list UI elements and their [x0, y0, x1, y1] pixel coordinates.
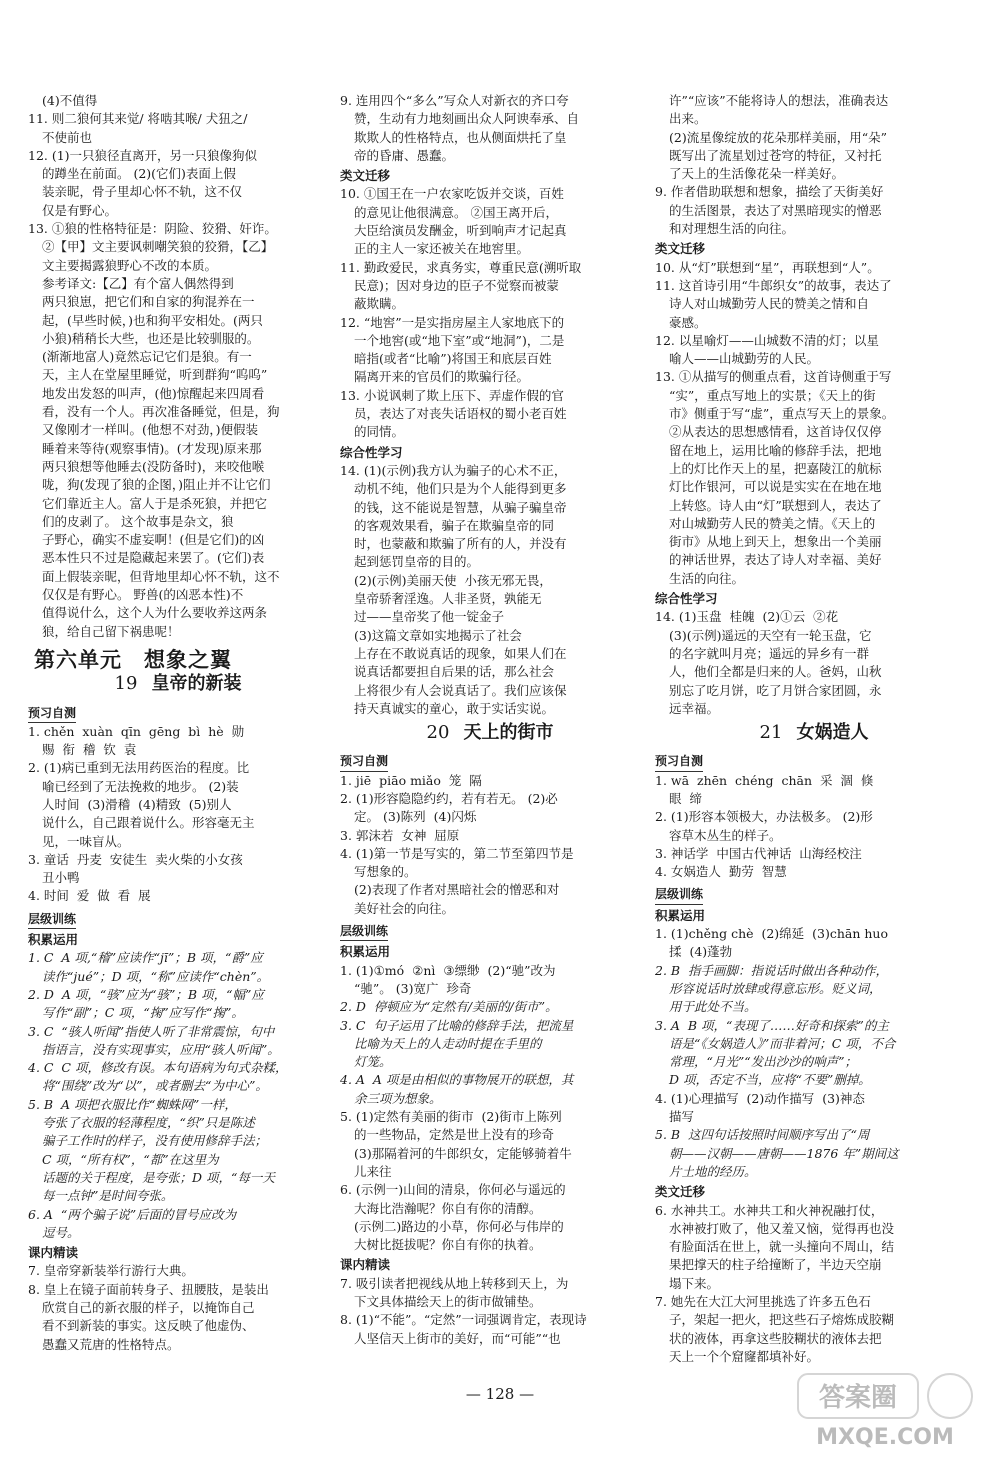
text-line: 定。 (3)陈列 (4)闪烁 — [354, 809, 477, 825]
text-line: 话题的关于程度，是夸张；D 项，“每一天 — [42, 1169, 275, 1185]
text-line: (4)不值得 — [42, 93, 98, 108]
text-line: 4. 女娲造人 勤劳 智慧 — [655, 864, 787, 880]
text-line: 1. C A 项,“稽”应读作“jī”；B 项，“爵”应 — [28, 950, 263, 966]
section-heading: 层级训练 — [340, 922, 388, 941]
text-line: 水神被打败了，他又羞又恼，觉得再也没 — [669, 1220, 895, 1236]
col2-pre — [340, 92, 640, 165]
text-line: 恶本性只不过是隐藏起来罢了。(它们)表 — [42, 550, 265, 566]
text-line: 塌下来。 — [669, 1275, 720, 1291]
text-line: 5. (1)定然有美丽的街市 (2)街市上陈列 — [340, 1109, 562, 1125]
text-line: 持天真诚实的童心，敢于实话实说。 — [354, 700, 555, 716]
text-line: (3)这篇文章如实地揭示了社会 — [354, 627, 522, 643]
text-line: 12. “地窖”一是实指房屋主人家地底下的 — [340, 314, 565, 330]
text-line: 的钱，这不能说是智慧，从骗子骗皇帝 — [354, 499, 567, 515]
text-line: 10. 从“灯”联想到“星”，再联想到“人”。 — [655, 259, 880, 275]
text-line: 喻已经到了无法挽救的地步。 (2)装 — [42, 778, 239, 794]
text-line: 人时间 (3)滑稽 (4)精致 (5)别人 — [42, 796, 232, 812]
text-line: 豪感。 — [669, 314, 707, 330]
watermark-text: 答案圈 — [818, 1383, 898, 1413]
text-line: 的一些物品，定然是世上没有的珍奇 — [354, 1127, 555, 1143]
page-number: — 128 — — [465, 1385, 535, 1403]
watermark-logo — [790, 1366, 980, 1451]
text-line: 11. 则二狼何其来觉/ 将啮其喉/ 犬狃之/ — [28, 111, 248, 127]
text-line: 装亲昵，骨子里却心怀不轨，这不仅 — [42, 184, 243, 200]
text-line: 上将很少有人会说真话了。我们应该保 — [354, 682, 567, 698]
text-line: 2. (1)病已重到无法用药医治的程度。比 — [28, 760, 250, 776]
text-line: 读作“jué”；D 项，“称”应读作“chèn”。 — [42, 968, 270, 984]
text-line: 生活的向往。 — [669, 570, 745, 586]
subsection-heading: 课内精读 — [340, 1257, 391, 1273]
text-line: 诗人对山城勤劳人民的赞美之情和自 — [669, 296, 870, 312]
text-line: 地发出发怒的叫声，(他)惊醒起来四周看 — [42, 385, 265, 401]
col2-mid2 — [340, 462, 640, 718]
text-line: 3. 神话学 中国古代神话 山海经校注 — [655, 845, 862, 861]
text-line: “驰”。 (3)宽广 珍奇 — [354, 980, 472, 996]
text-line: 街市》从地上到天上，想象出一个美丽 — [669, 534, 882, 550]
text-line: 说什么，自己跟着说什么。形容毫无主 — [42, 815, 255, 831]
lesson-title: 女娲造人 — [796, 722, 869, 744]
text-line: 4. (1)心理描写 (2)动作描写 (3)神态 — [655, 1090, 865, 1106]
column-middle — [340, 92, 640, 1348]
text-line: 12. (1)一只狼径直离开，另一只狼像狗似 — [28, 147, 258, 163]
text-line: 6. (示例一)山间的清泉，你何必与遥远的 — [340, 1182, 566, 1198]
text-line: 欺欺人的性格特点，也从侧面烘托了皇 — [354, 129, 567, 145]
text-line: 13. 小说讽刺了欺上压下、弄虚作假的官 — [340, 387, 564, 403]
text-line: 儿来往 — [354, 1163, 392, 1179]
text-line: 3. 童话 丹麦 安徒生 卖火柴的小女孩 — [28, 851, 243, 867]
text-line: 一个地窖(或“地下室”或“地洞”)，二是 — [354, 332, 565, 348]
text-line: 3. A B 项，“表现了……好奇和探索”的主 — [655, 1017, 889, 1033]
text-line: 形容说话时放肆或得意忘形。贬义词， — [669, 980, 882, 996]
text-line: (2)(示例)美丽天使 小孩无邪无畏， — [354, 572, 552, 588]
text-line: 正的主人一家还被关在地窖里。 — [354, 241, 530, 257]
text-line: 狼，给自己留下祸患呢！ — [42, 623, 180, 639]
text-line: 2. D A 项，“骇”应为“骇”；B 项，“幅”应 — [28, 986, 264, 1002]
text-line: ②【甲】文主要讽刺嘲笑狼的狡猾，【乙】 — [42, 239, 274, 255]
text-line: 7. 吸引读者把视线从地上转移到天上，为 — [340, 1275, 569, 1291]
text-line: (3)那隔着河的牛郎织女，定能够骑着牛 — [354, 1145, 572, 1161]
section-heading: 层级训练 — [655, 885, 703, 904]
text-line: 美好社会的向往。 — [354, 900, 455, 916]
lesson-number: 20 — [426, 722, 450, 744]
col1-post2 — [28, 949, 328, 1242]
text-line: 写作“副”；C 项，“掬”应写作“掬”。 — [42, 1005, 244, 1021]
section-heading: 预习自测 — [655, 752, 703, 771]
text-line: 有脸面活在世上，就一头撞向不周山，结 — [669, 1239, 895, 1255]
text-line: 的同情。 — [354, 424, 405, 440]
text-line: 语是“《女娲造人》”而非着河；C 项，不合 — [669, 1035, 896, 1051]
text-line: 的生活图景，表达了对黑暗现实的憎恶 — [669, 202, 882, 218]
section-heading: 预习自测 — [340, 752, 388, 771]
text-line: 人坚信天上街市的美好，而“可能”“也 — [354, 1330, 561, 1346]
text-line: 的蹲坐在前面。 (2)(它们)表面上假 — [42, 166, 236, 182]
text-line: 2. D 停顿应为“定然有/美丽的/街市”。 — [340, 999, 558, 1015]
text-line: 蔽欺瞒。 — [354, 296, 405, 312]
text-line: 的意见让他很满意。 ②国王离开后， — [354, 204, 558, 220]
text-line: 天上一个个窟窿都填补好。 — [669, 1348, 820, 1364]
text-line: 天，主人在堂屋里睡觉，听到群狗“呜呜” — [42, 367, 268, 383]
col1-post3 — [28, 1262, 328, 1353]
text-line: 逗号。 — [42, 1224, 80, 1240]
text-line: 11. 这首诗引用“牛郎织女”的故事，表达了 — [655, 277, 892, 293]
col2-post3 — [340, 1275, 640, 1348]
text-line: 6. 水神共工。水神共工和火神祝融打仗， — [655, 1202, 884, 1218]
text-line: 帝的昏庸、愚蠢。 — [354, 147, 455, 163]
text-line: 们的皮剥了。 这个故事是杂文，狼 — [42, 513, 234, 529]
col3-pre — [655, 92, 973, 238]
text-line: 子，架起一把火，把这些石子熔炼成胶糊 — [669, 1312, 895, 1328]
text-line: 灯比作银河，可以说是实实在在地在地 — [669, 479, 882, 495]
text-line: 丑小鸭 — [42, 870, 80, 886]
lesson-20-heading — [340, 724, 640, 742]
text-line: 揉 (4)蓬勃 — [669, 944, 733, 960]
text-line: 用于此处不当。 — [669, 999, 757, 1015]
text-line: 14. (1)(示例)我方认为骗子的心术不正， — [340, 462, 567, 478]
text-line: 朝——汉朝——唐朝——1876 年”期间这 — [669, 1145, 899, 1161]
text-line: ②从表达的思想感情看，这首诗仅仅停 — [669, 424, 882, 440]
text-line: 状的液体，再拿这些胶糊状的液体去把 — [669, 1330, 882, 1346]
text-line: 每一点钟”是时间夸张。 — [42, 1188, 174, 1204]
text-line: 出来。 — [669, 111, 707, 127]
text-line: 员，表达了对丧失话语权的蜀小老百姓 — [354, 406, 567, 422]
subsection-heading: 类文迁移 — [655, 241, 706, 257]
text-line: 9. 作者借助联想和想象，描绘了天街美好 — [655, 184, 884, 200]
text-line: 留在地上，运用比喻的修辞手法，把地 — [669, 442, 882, 458]
subsection-heading: 积累运用 — [655, 907, 706, 923]
text-line: 描写 — [669, 1109, 695, 1125]
text-line: 11. 勤政爱民，求真务实，尊重民意(溯听取 — [340, 259, 582, 275]
lesson-title: 天上的街市 — [463, 722, 554, 744]
col2-mid — [340, 185, 640, 441]
section-heading: 预习自测 — [28, 704, 76, 723]
text-line: (2)流星像绽放的花朵那样美丽，用“朵” — [669, 129, 887, 145]
text-line: 又像刚才一样叫。(他想不对劲，)便假装 — [42, 422, 259, 438]
text-line: 上存在不敢说真话的现象，如果人们在 — [354, 645, 567, 661]
text-line: 别忘了吃月饼，吃了月饼合家团圆，永 — [669, 682, 882, 698]
text-line: 皇帝骄奢淫逸。人非圣贤，孰能无 — [354, 591, 542, 607]
text-line: 5. B 这四句话按照时间顺序写出了“周 — [655, 1127, 870, 1143]
subsection-heading: 综合性学习 — [340, 444, 403, 460]
text-line: 大树比挺拔呢？你自有你的执着。 — [354, 1237, 542, 1253]
text-line: 比喻为天上的人走动时提在手里的 — [354, 1035, 542, 1051]
text-line: 的名字就叫月亮；遥远的异乡有一群 — [669, 645, 870, 661]
text-line: 容草木丛生的样子。 — [669, 827, 782, 843]
text-line: 2. (1)形容本领极大，办法极多。 (2)形 — [655, 809, 873, 825]
text-line: 看，没有一个人。再次准备睡觉，但是，狗 — [42, 404, 280, 420]
text-line: 果把撑天的柱子给撞断了，半边天空崩 — [669, 1257, 882, 1273]
text-line: 夸张了衣服的轻薄程度，“织”只是陈述 — [42, 1115, 255, 1131]
text-line: 3. C 句子运用了比喻的修辞手法，把流星 — [340, 1017, 574, 1033]
text-line: 隔离开来的官员们的欺骗行径。 — [354, 369, 530, 385]
lesson-19-heading — [28, 675, 328, 693]
text-line: 写想象的。 — [354, 864, 417, 880]
text-line: 不使前也 — [42, 129, 93, 145]
text-line: 8. (1)“不能”。“定然”一词强调肯定，表现诗 — [340, 1312, 587, 1328]
text-line: 睡着来等待(观察事情)。(才发现)原来那 — [42, 440, 262, 456]
text-line: 赐 衔 稽 钦 袁 — [42, 742, 137, 758]
text-line: 了天上的生活像花朵一样美好。 — [669, 166, 845, 182]
subsection-heading: 综合性学习 — [655, 591, 718, 607]
text-line: 4. C C 项，修改有误。本句语病为句式杂糅， — [28, 1060, 288, 1076]
subsection-heading: 类文迁移 — [655, 1184, 706, 1200]
text-line: 4. 时间 爱 做 看 展 — [28, 888, 151, 904]
text-line: D 项，否定不当，应将“不要”删掉。 — [669, 1072, 871, 1088]
text-line: 1. wā zhēn chéng chān 采 涸 倏 — [655, 772, 874, 788]
text-line: (示例二)路边的小草，你何必与伟岸的 — [354, 1218, 564, 1234]
text-line: 仅仅是有野心。 野兽(的凶恶本性)不 — [42, 587, 244, 603]
text-line: 眼 缔 — [669, 790, 702, 806]
text-line: 仅是有野心。 — [42, 202, 118, 218]
text-line: 小狼)稍稍长大些，也还是比较驯服的。 — [42, 330, 260, 346]
watermark-url: MXQE.COM — [816, 1425, 954, 1450]
col3-post1 — [655, 772, 973, 882]
lesson-number: 21 — [759, 722, 783, 744]
subsection-heading: 积累运用 — [28, 932, 79, 948]
text-line: 欣赏自己的新衣服的样子，以掩饰自己 — [42, 1300, 255, 1315]
text-line: 2. (1)形容隐隐约约，若有若无。 (2)必 — [340, 790, 558, 806]
text-line: 10. ①国王在一户农家吃饭并交谈，百姓 — [340, 186, 564, 202]
col2-post1 — [340, 772, 640, 918]
text-line: 起到惩罚皇帝的目的。 — [354, 554, 480, 570]
text-line: 1. jiē piāo miǎo 笼 隔 — [340, 772, 482, 788]
lesson-21-heading — [655, 724, 973, 742]
text-line: 2. B 指手画脚：指说话时做出各种动作， — [655, 962, 889, 978]
column-right — [655, 92, 973, 1366]
text-line: 它们靠近主人。富人于是杀死狼，并把它 — [42, 495, 268, 511]
text-line: 愚蠢又荒唐的性格特点。 — [42, 1336, 180, 1352]
subsection-heading: 积累运用 — [340, 944, 391, 960]
text-line: (2)表现了作者对黑暗社会的憎恶和对 — [354, 882, 560, 898]
text-line: 见，一味盲从。 — [42, 833, 130, 849]
text-line: (3)(示例)遥远的天空有一轮玉盘，它 — [669, 627, 872, 643]
text-line: 12. 以星喻灯——山城数不清的灯；以星 — [655, 332, 879, 348]
col2-post2 — [340, 962, 640, 1255]
text-line: 既写出了流星划过苍穹的特征，又衬托 — [669, 147, 882, 163]
text-line: 起，(早些时候，)也和狗平安相处。(两只 — [42, 312, 263, 328]
text-line: 看不到新装的事实。这反映了他虚伪、 — [42, 1318, 255, 1334]
text-line: 动机不纯，他们只是为个人能得到更多 — [354, 481, 567, 497]
text-line: 参考译文:【乙】有个富人偶然得到 — [42, 275, 234, 291]
text-line: 上转悠。诗人由“灯”联想到人，表达了 — [669, 497, 882, 513]
text-line: 暗指(或者“比喻”)将国王和底层百姓 — [354, 351, 552, 367]
text-line: 市》侧重于写“虚”，重点写天上的景象。 — [669, 406, 895, 422]
text-line: 赞，生动有力地刻画出众人阿谀奉承、自 — [354, 111, 580, 127]
text-line: 灯笼。 — [354, 1054, 392, 1070]
text-line: 7. 皇帝穿新装举行游行大典。 — [28, 1263, 194, 1279]
text-line: 大海比浩瀚呢？你自有你的清醇。 — [354, 1200, 542, 1216]
text-line: 将“围绕”改为“以”，或者删去“为中心”。 — [42, 1078, 268, 1094]
text-line: 说真话都要担自后果的话，那么社会 — [354, 664, 555, 680]
lesson-number: 19 — [114, 673, 138, 695]
text-line: 1. (1)chěng chè (2)绵延 (3)chān huo — [655, 926, 888, 942]
text-line: “实”，重点写地上的实景；《天上的街 — [669, 387, 876, 403]
text-line: C 项，“所有权”，“都”在这里为 — [42, 1151, 219, 1167]
text-line: 4. (1)第一节是写实的，第二节至第四节是 — [340, 845, 574, 861]
text-line: 1. (1)①mó ②nì ③缥缈 (2)“驰”改为 — [340, 962, 556, 978]
text-line: 骗子工作时的样子，没有使用修辞手法； — [42, 1133, 268, 1149]
subsection-heading: 课内精读 — [28, 1245, 79, 1261]
text-line: 咙，狗(发现了狼的企图，)阻止并不让它们 — [42, 477, 271, 493]
text-line: 文主要揭露狼野心不改的本质。 — [42, 257, 218, 273]
text-line: 上的灯比作天上的星，把嘉陵江的航标 — [669, 460, 882, 476]
text-line: 过——皇帝奖了他一锭金子 — [354, 609, 505, 625]
text-line: 民意)；因对身边的臣子不觉察而被蒙 — [354, 277, 559, 293]
text-line: 许”“应该”不能将诗人的想法，准确表达 — [669, 93, 889, 108]
text-line: 时，也蒙蔽和欺骗了所有的人，并没有 — [354, 536, 567, 552]
col3-mid2 — [655, 608, 973, 718]
text-line: 13. ①从描写的侧重点看，这首诗侧重于写 — [655, 369, 892, 385]
text-line: 3. C “骇人听闻”指使人听了非常震惊，句中 — [28, 1023, 275, 1039]
text-line: 人，他们全都是归来的人。爸妈，山秋 — [669, 664, 882, 680]
unit-title: 第六单元 想象之翼 — [34, 647, 232, 672]
text-line: 的神话世界，表达了诗人对幸福、美好 — [669, 552, 882, 568]
text-line: 值得说什么，这个人为什么要收养这两条 — [42, 605, 268, 621]
text-line: 远幸福。 — [669, 700, 720, 716]
text-line: 13. ①狼的性格特征是：阴险、狡猾、奸诈。 — [28, 221, 277, 237]
text-line: 下文具体描绘天上的街市做铺垫。 — [354, 1294, 542, 1309]
text-line: 对山城勤劳人民的赞美之情。《天上的 — [669, 515, 876, 531]
text-line: 余三项为想象。 — [354, 1090, 442, 1106]
text-line: 6. A “两个骗子说”后面的冒号应改为 — [28, 1206, 237, 1222]
text-line: 4. A A 项是由相似的事物展开的联想，其 — [340, 1072, 574, 1088]
text-line: 7. 她先在大江大河里挑选了许多五色石 — [655, 1294, 871, 1309]
col3-mid — [655, 259, 973, 588]
subsection-heading: 类文迁移 — [340, 168, 391, 184]
text-line: 指语言，没有实现事实，应用“骇人听闻”。 — [42, 1041, 280, 1057]
col3-post3 — [655, 1202, 973, 1367]
col3-post2 — [655, 925, 973, 1181]
text-line: 片土地的经历。 — [669, 1163, 757, 1179]
text-line: 两只狼崽，把它们和自家的狗混养在一 — [42, 294, 255, 310]
lesson-title: 皇帝的新装 — [151, 673, 242, 695]
text-line: 14. (1)玉盘 桂魄 (2)①云 ②花 — [655, 609, 839, 625]
text-line: 的客观效果看，骗子在欺骗皇帝的同 — [354, 517, 555, 533]
text-line: (渐渐地富人)竟然忘记它们是狼。有一 — [42, 349, 252, 365]
text-line: 5. B A 项把衣服比作“蜘蛛网”一样， — [28, 1096, 237, 1112]
text-line: 大臣给演员发酬金，听到响声才记起真 — [354, 223, 567, 239]
text-line: 9. 连用四个“多么”写众人对新衣的齐口夸 — [340, 93, 569, 108]
col1-pre — [28, 92, 328, 641]
text-line: 两只狼想等他睡去(没防备时)，来咬他喉 — [42, 458, 265, 474]
text-line: 喻人——山城勤劳的人民。 — [669, 351, 820, 367]
text-line: 常理，“月光”“发出沙沙的响声”； — [669, 1054, 858, 1070]
text-line: 1. chěn xuàn qīn gēng bì hè 勋 — [28, 723, 245, 739]
text-line: 和对理想生活的向往。 — [669, 221, 795, 237]
text-line: 8. 皇上在镜子面前转身子、扭腰肢，是装出 — [28, 1281, 269, 1297]
text-line: 面上假装亲昵，但背地里却心怀不轨，这不 — [42, 568, 280, 584]
column-left — [28, 92, 328, 1354]
text-line: 子野心，确实不虚妄啊！(但是它们)的凶 — [42, 532, 265, 548]
col1-post1 — [28, 723, 328, 906]
text-line: 3. 郭沫若 女神 屈原 — [340, 827, 460, 843]
section-heading: 层级训练 — [28, 910, 76, 929]
